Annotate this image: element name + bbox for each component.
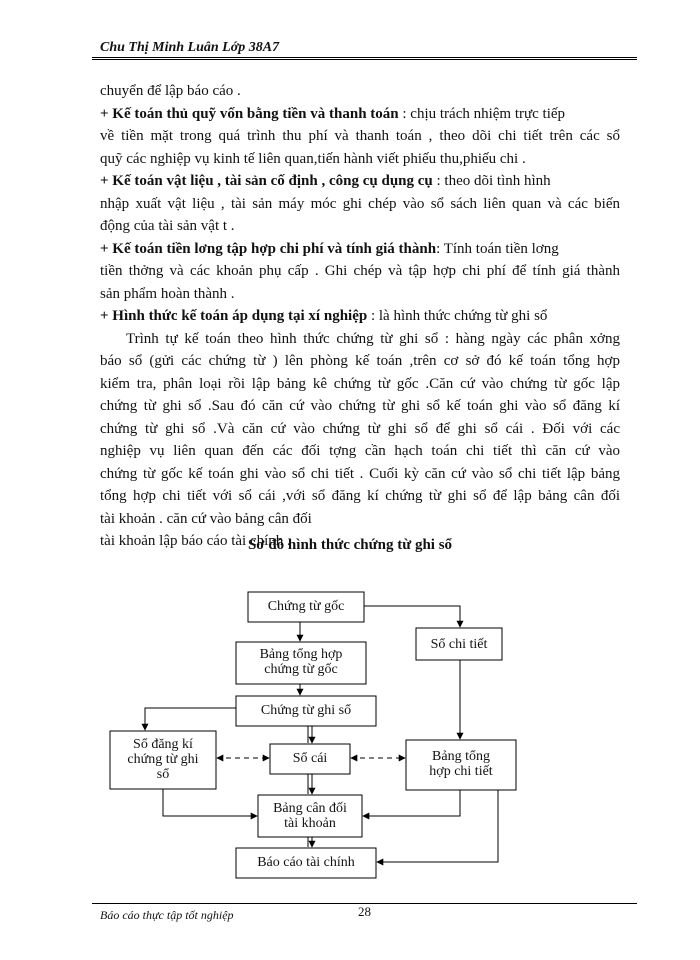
diagram-title: Sơ đồ hình thức chứng từ ghi sổ [247,537,453,553]
label-bang-tong-hop-chi-tiet: Bảng tổng hợp chi tiết [429,749,493,779]
label-so-dang-ki: Sổ đăng kí chứng từ ghi sổ [127,737,199,782]
arrow-ghi-so-to-dang-ki [145,708,236,730]
section-heading: + Kế toán vật liệu , tài sản cố định , công cụ dụng cụ [100,173,433,189]
label-bang-tong-hop: Bảng tổng hợp chứng từ gốc [259,647,343,677]
paragraph-line: + Kế toán thủ quỹ vốn bằng tiền và thanh toán : chịu trách nhiệm trực tiếp [100,105,566,122]
page-number: 28 [358,904,371,919]
paragraph-line: báo sổ (gửi các chứng từ ) lên phòng kế toán ,trên cơ sở đó kế toán tổng hợp [100,353,620,369]
paragraph-line: nhập xuất vật liệu , tài sản máy móc ghi chép vào sổ sách liên quan và các biến [100,195,620,212]
paragraph-line: + Kế toán tiền lơng tập hợp chi phí và tính giá thành: Tính toán tiền lơng [100,240,559,257]
paragraph-line: + Kế toán vật liệu , tài sản cố định , công cụ dụng cụ : theo dõi tình hình [100,173,551,189]
section-heading: + Hình thức kế toán áp dụng tại xí nghiệp [100,308,368,324]
arrow-bang-chi-tiet-to-bao-cao [377,790,498,862]
label-bao-cao-tai-chinh: Báo cáo tài chính [257,855,355,870]
paragraph-line: quỹ các nghiệp vụ kinh tế liên quan,tiến hành viết phiếu thu,phiếu chi . [100,150,526,167]
page-footer: Báo cáo thực tập tốt nghiệp [100,908,234,922]
arrow-goc-to-chi-tiet [364,606,460,627]
label-so-cai: Sổ cái [292,751,328,766]
label-chung-tu-ghi-so: Chứng từ ghi sổ [260,703,352,718]
paragraph-line: tài khoản . căn cứ vào bảng cân đối [100,510,312,527]
paragraph-line: chuyển để lập báo cáo . [100,83,241,99]
section-heading: + Kế toán thủ quỹ vốn bằng tiền và thanh toán [100,105,399,122]
paragraph-line: tài khoản lập báo cáo tài chính . [100,533,291,549]
label-so-chi-tiet: Sổ chi tiết [430,637,488,652]
paragraph-line: chứng từ ghi sổ .Sau đó căn cứ vào chứng từ ghi sổ kế toán ghi vào sổ đăng kí [100,398,620,414]
page-header: Chu Thị Minh Luân Lớp 38A7 [100,40,280,55]
paragraph-line: kiểm tra, phân loại rồi lập bảng kê chứng từ gốc .Căn cứ vào chứng từ gốc lập [100,375,620,392]
arrow-dang-ki-to-can-doi [163,789,257,816]
paragraph-line: Trình tự kế toán theo hình thức chứng từ ghi sổ : hàng ngày các phân xởng [126,330,620,347]
arrow-bang-chi-tiet-to-can-doi [363,790,460,816]
paragraph-line: chứng từ ghi sổ .Và căn cứ vào chứng từ ghi sổ để ghi sổ cái . Đối với các [100,420,620,437]
paragraph-line: về tiền mặt trong quá trình thu phí và thanh toán , theo dõi chi tiết trên các sổ [100,128,620,144]
label-chung-tu-goc: Chứng từ gốc [267,599,345,614]
paragraph-line: tổng hợp chi tiết với sổ cái ,với sổ đăng kí chứng từ ghi sổ để lập bảng cân đối [100,488,620,504]
paragraph-line: tiền thởng và các khoản phụ cấp . Ghi chép và tập hợp chi phí để tính giá thành [100,263,620,279]
paragraph-line: sản phẩm hoàn thành . [100,285,235,302]
section-heading: + Kế toán tiền lơng tập hợp chi phí và tính giá thành [100,240,437,257]
paragraph-line: nghiệp vụ liên quan đến các đối tợng cần hạch toán chi tiết thì căn cứ vào [100,443,620,459]
paragraph-line: động của tài sản vật t . [100,218,235,234]
paragraph-line: chứng từ gốc kế toán ghi vào sổ chi tiết . Cuối kỳ căn cứ vào sổ chi tiết lập bảng [100,465,620,482]
paragraph-line: + Hình thức kế toán áp dụng tại xí nghiệp : là hình thức chứng từ ghi sổ [100,308,548,324]
label-bang-can-doi: Bảng cân đối tài khoản [273,801,347,831]
